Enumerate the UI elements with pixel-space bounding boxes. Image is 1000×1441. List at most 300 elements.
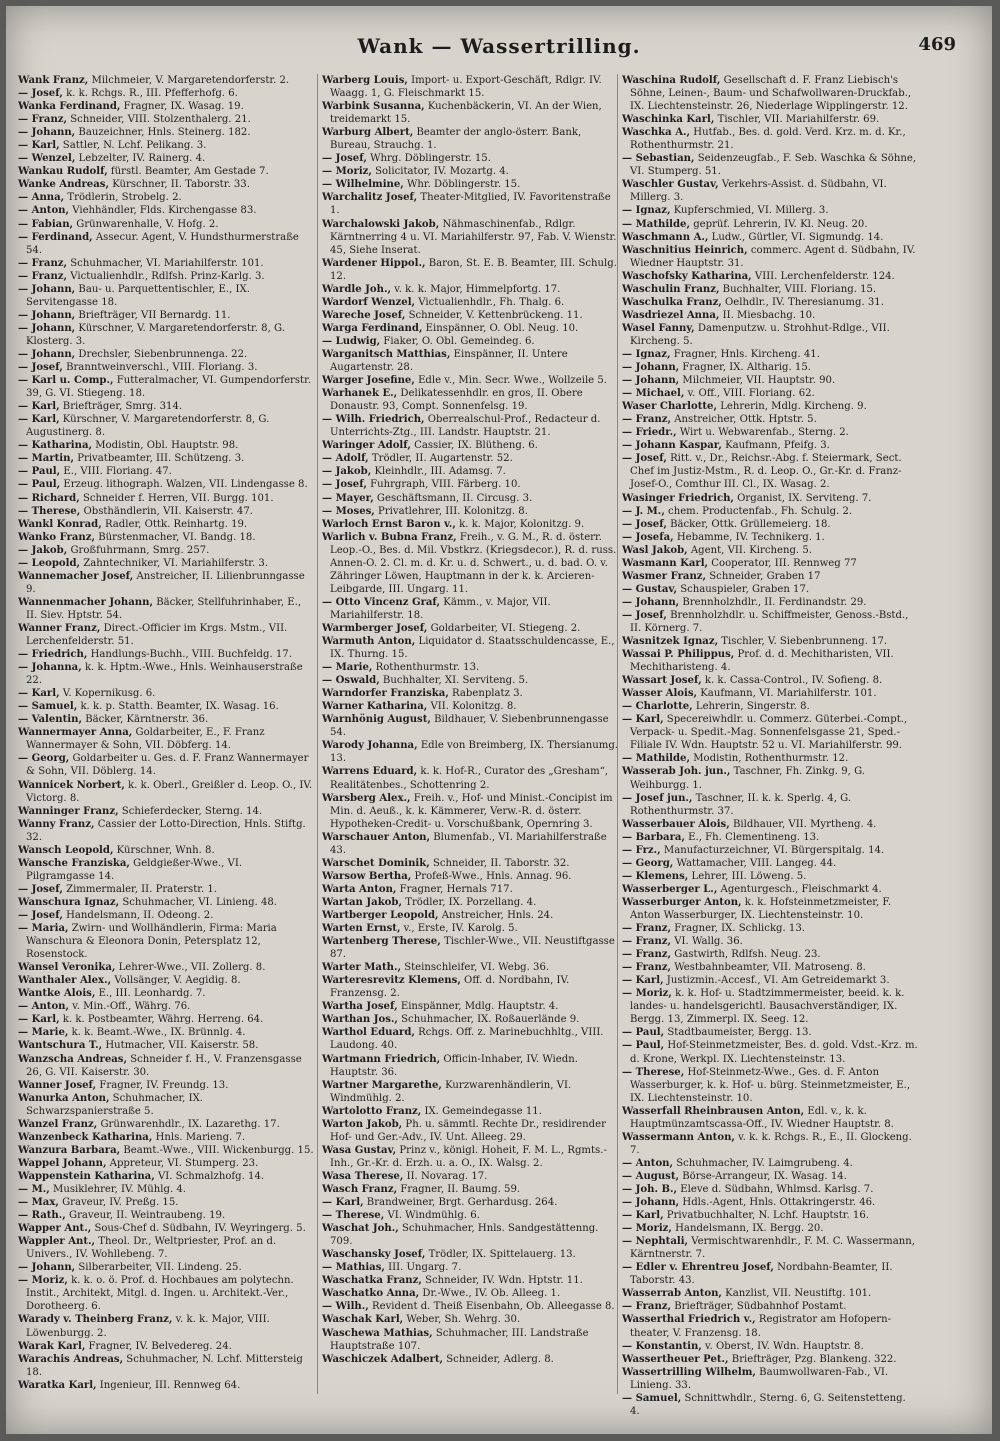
directory-column-right	[622, 74, 918, 1417]
entry-details: E., Fh. Clementineng. 13.	[684, 831, 820, 843]
entry-name: Wankl Konrad,	[18, 518, 102, 530]
entry-name: — Edler v. Ehrentreu Josef,	[622, 1262, 774, 1274]
entry-details: Fragner, Hnls. Kircheng. 41.	[670, 348, 820, 360]
entry-details: Ingenieur, III. Rennweg 64.	[96, 1379, 241, 1391]
entry-name: Waschansky Josef,	[322, 1249, 426, 1261]
entry-details: II. Novarag. 17.	[403, 1170, 488, 1182]
entry-name: Warbink Susanna,	[322, 101, 425, 113]
entry-name: Warschet Dominik,	[322, 857, 430, 869]
entry-details: Briefträger, Smrg. 314.	[59, 401, 183, 413]
entry-name: Wanka Ferdinand,	[18, 101, 121, 113]
entry-name: — Mathilde,	[622, 218, 690, 230]
directory-entry	[622, 700, 918, 713]
directory-entry	[18, 113, 314, 126]
entry-details: Direct.-Officier im Krgs. Mstm., VII. Lerchenfelderstr. 51.	[26, 622, 288, 648]
entry-details: Kürschner, Wnh. 8.	[113, 844, 215, 856]
entry-name: — Otto Vincenz Graf,	[322, 596, 441, 608]
directory-entry	[622, 713, 918, 752]
entry-details: Hof-Steinmetz-Wwe., Ges. d. F. Anton Wasserburger, k. k. Hof- u. bürg. Steinmetzmeister, E., IX. Liechtensteinstr. 10.	[630, 1066, 911, 1104]
directory-entry	[18, 348, 314, 361]
directory-entry	[18, 857, 314, 883]
entry-details: k. k. Hof- u. Stadtzimmermeister, beeid. k. k. landes- u. handelsgerichtl. Bausachverständiger, IX. Bergg. 13, Zimmerpl. IX. Seeg. 12.	[630, 988, 905, 1026]
entry-name: — Johann,	[18, 127, 76, 139]
directory-entry	[622, 1131, 918, 1157]
directory-entry	[622, 1366, 918, 1392]
directory-entry	[622, 570, 918, 583]
directory-entry	[622, 452, 918, 491]
directory-entry	[322, 309, 618, 322]
page-header	[6, 34, 992, 64]
directory-entry	[322, 296, 618, 309]
entry-details: Hebamme, IV. Technikerg. 1.	[673, 531, 825, 543]
entry-details: k. k. Hof-R., Curator des „Gresham“, Realitätenbes., Schottenring 2.	[330, 766, 609, 791]
entry-name: — Karl,	[322, 1197, 364, 1209]
entry-details: Lebzelter, IV. Rainerg. 4.	[75, 153, 206, 165]
directory-entry	[322, 1079, 618, 1105]
entry-name: Wanny Franz,	[18, 818, 95, 830]
entry-name: — Johann,	[18, 309, 76, 321]
entry-name: — Jakob,	[322, 466, 372, 478]
entry-details: Briefträger, Pzg. Blankeng. 322.	[728, 1353, 897, 1365]
directory-entry	[18, 270, 314, 283]
directory-entry	[622, 1392, 918, 1418]
entry-name: Wasserburger Anton,	[622, 896, 742, 908]
directory-entry	[622, 426, 918, 439]
entry-name: — August,	[622, 1170, 680, 1182]
entry-details: Ritt. v., Dr., Reichsr.-Abg. f. Steiermark, Sect. Chef im Justiz-Mstm., R. d. Leop. O., Gr.-Kr. d. Franz-Josef-O., Comthur III. Cl., IX. Wasag. 2.	[630, 453, 902, 491]
entry-name: Wansel Veronika,	[18, 962, 116, 974]
directory-entry	[322, 857, 618, 870]
entry-name: Warten Ernst,	[322, 923, 401, 935]
entry-name: Warton Jakob,	[322, 1118, 403, 1130]
entry-name: Wasserthal Friedrich v.,	[622, 1314, 756, 1326]
directory-entry	[18, 74, 314, 87]
entry-name: Warchalowski Jakob,	[322, 218, 440, 230]
entry-name: — Josef,	[322, 153, 367, 165]
directory-entry	[322, 1261, 618, 1274]
entry-name: — Josef,	[622, 518, 667, 530]
entry-details: Schuhmacher, IX. Schwarzspanierstraße 5.	[26, 1092, 203, 1117]
entry-details: Specereiwhdlr. u. Commerz. Güterbei.-Compt., Verpack- u. Spedit.-Mag. Sonnenfelsgasse 21, Sped.-Filiale IV. Wdn. Hauptstr. 52 u. VI. Mariahilferstr. 99.	[630, 714, 908, 752]
directory-entry	[18, 1274, 314, 1313]
entry-details: Silberarbeiter, VII. Lindeng. 25.	[75, 1262, 242, 1274]
entry-details: Weber, Sh. Wehrg. 30.	[403, 1314, 521, 1326]
entry-name: — Karl,	[622, 975, 664, 987]
entry-name: Wasser Alois,	[622, 688, 698, 700]
entry-name: Wank Franz,	[18, 75, 89, 86]
entry-details: Eleve d. Südbahn, Whlmsd. Karlsg. 7.	[677, 1183, 874, 1195]
directory-entry	[622, 635, 918, 648]
directory-entry	[322, 531, 618, 596]
directory-entry	[18, 231, 314, 257]
entry-name: Warnhönig August,	[322, 714, 431, 726]
entry-name: Wartberger Leopold,	[322, 910, 439, 921]
directory-entry	[622, 1183, 918, 1196]
directory-entry	[622, 1039, 918, 1065]
entry-details: Graveur, IV. Preßg. 15.	[58, 1197, 179, 1209]
entry-details: Schuhmacher, VI. Linieng. 48.	[119, 896, 278, 908]
entry-name: Warlich v. Bubna Franz,	[322, 531, 457, 543]
entry-name: Wappel Johann,	[18, 1157, 107, 1169]
directory-entry	[322, 387, 618, 413]
directory-entry	[322, 1000, 618, 1013]
entry-details: Edle von Breimberg, IX. Thersianumg. 13.	[330, 740, 618, 765]
directory-entry	[622, 596, 918, 609]
entry-name: Wartmann Friedrich,	[322, 1053, 441, 1065]
entry-name: Waschulka Franz,	[622, 296, 722, 308]
directory-entry	[622, 1222, 918, 1235]
entry-details: v., Erste, IV. Karolg. 5.	[400, 923, 518, 935]
entry-name: Wasnitzek Ignaz,	[622, 636, 719, 648]
directory-entry	[18, 152, 314, 165]
entry-details: Brennholzhdlr. u. Schiffmeister, Genoss.-Bstd., II. Körnerg. 7.	[630, 609, 909, 634]
entry-details: Theol. Dr., Weltpriester, Prof. an d. Univers., IV. Wohllebeng. 7.	[26, 1236, 277, 1261]
entry-details: Dr.-Wwe., IV. Ob. Alleeg. 1.	[419, 1288, 561, 1300]
entry-details: k. k. Oberl., Greißler d. Leop. O., IV. Victorg. 8.	[26, 779, 313, 804]
entry-details: Trödlerin, Strobelg. 2.	[64, 192, 182, 204]
directory-entry	[18, 465, 314, 478]
directory-entry	[18, 439, 314, 452]
entry-name: — Ignaz,	[622, 348, 671, 360]
directory-entry	[18, 1092, 314, 1118]
entry-details: Prinz v., königl. Hoheit, F. M. L., Rgmts.-Inh., Gr.-Kr. d. Erzh. u. a. O., IX. Walsg. 2.	[330, 1144, 607, 1169]
entry-details: Steinschleifer, VI. Webg. 36.	[400, 962, 550, 974]
entry-name: — Marie,	[322, 662, 373, 674]
entry-details: Beamt.-Wwe., VIII. Wickenburgg. 15.	[120, 1144, 314, 1156]
directory-entry	[18, 1222, 314, 1235]
entry-name: — Franz,	[622, 962, 672, 974]
entry-details: Officin-Inhaber, IV. Wiedn. Hauptstr. 36.	[330, 1053, 578, 1078]
directory-entry	[322, 596, 618, 622]
directory-entry	[18, 283, 314, 309]
entry-details: Sous-Chef d. Südbahn, IV. Weyringerg. 5.	[91, 1223, 306, 1235]
entry-details: Privatbeamter, III. Schützeng. 3.	[74, 453, 245, 465]
directory-entry	[622, 922, 918, 935]
directory-entry	[18, 87, 314, 100]
directory-entry	[622, 126, 918, 152]
entry-name: — Michael,	[622, 388, 685, 400]
entry-name: Warta Anton,	[322, 883, 397, 895]
directory-entry	[322, 622, 618, 635]
entry-name: — Karl u. Comp.,	[18, 375, 114, 387]
entry-details: VII. Kolonitzg. 8.	[427, 701, 517, 713]
entry-name: Wassermann Anton,	[622, 1131, 735, 1143]
entry-name: — Josef jun.,	[622, 792, 693, 804]
entry-name: — Karl,	[18, 401, 60, 413]
entry-details: k. k. Hptm.-Wwe., Hnls. Weinhauserstraße 22.	[26, 662, 303, 687]
entry-name: — Wilh.,	[322, 1301, 369, 1313]
entry-details: Bürstenmacher, VI. Bandg. 18.	[95, 531, 256, 543]
entry-name: Wardle Joh.,	[322, 283, 392, 295]
entry-name: — Johann,	[18, 348, 76, 360]
entry-name: — Gustav,	[622, 583, 678, 595]
entry-details: VI. Schmalzhofg. 14.	[154, 1170, 265, 1182]
directory-entry	[18, 218, 314, 231]
directory-entry	[18, 1209, 314, 1222]
directory-entry	[322, 739, 618, 765]
directory-entry	[18, 452, 314, 465]
directory-entry	[322, 1353, 618, 1366]
entry-name: Wassart Josef,	[622, 675, 702, 687]
entry-name: — Paul,	[622, 1027, 665, 1039]
directory-entry	[18, 713, 314, 726]
entry-name: — Josef,	[322, 479, 367, 491]
entry-name: — Franz,	[18, 270, 68, 282]
entry-details: Graveur, II. Weintraubeng. 19.	[65, 1210, 226, 1222]
entry-details: Bäcker, Stellfuhrinhaber, E., II. Siev. Hptstr. 54.	[26, 596, 302, 621]
entry-details: v. Oberst, IV. Wdn. Hauptstr. 8.	[701, 1340, 864, 1352]
entry-details: Schuhmacher, N. Lchf. Mittersteig 18.	[26, 1353, 303, 1378]
entry-name: Wasl Jakob,	[622, 544, 688, 556]
directory-entry	[18, 1053, 314, 1079]
entry-details: Lehrerin, Singerstr. 8.	[692, 701, 810, 713]
directory-entry	[622, 231, 918, 244]
directory-entry	[322, 152, 618, 165]
entry-name: Wartha Josef,	[322, 1001, 398, 1013]
entry-name: Wassai P. Philippus,	[622, 649, 735, 661]
directory-entry	[622, 687, 918, 700]
entry-details: Taschner, II. k. k. Sperlg. 4, G. Rothenthurmstr. 37.	[630, 792, 852, 817]
directory-entry	[322, 1144, 618, 1170]
entry-name: — Wilh. Friedrich,	[322, 414, 425, 426]
entry-name: Wansche Franziska,	[18, 857, 130, 869]
entry-name: Warga Ferdinand,	[322, 322, 423, 334]
entry-details: Kürschner, II. Taborstr. 33.	[108, 179, 250, 191]
directory-entry	[622, 818, 918, 831]
entry-name: Waschiczek Adalbert,	[322, 1353, 444, 1365]
directory-entry	[622, 1340, 918, 1353]
entry-details: k. k. o. ö. Prof. d. Hochbaues am polytechn. Instit., Architekt, Mitgl. d. Ingen. u. Architekt.-Ver., Dorotheerg. 6.	[26, 1275, 294, 1313]
directory-entry	[18, 178, 314, 191]
entry-details: Grünwarenhdlr., IX. Lazarethg. 17.	[97, 1118, 280, 1130]
entry-details: Briefträger, Südbahnhof Postamt.	[671, 1301, 847, 1313]
directory-entry	[18, 322, 314, 348]
entry-details: Hutfab., Bes. d. gold. Verd. Krz. m. d. Kr., Rothenthurmstr. 21.	[630, 127, 906, 152]
directory-entry	[322, 100, 618, 126]
entry-name: Waschnitius Heinrich,	[622, 244, 748, 256]
directory-entry	[18, 531, 314, 544]
entry-name: — Moriz,	[622, 988, 672, 1000]
entry-details: Lehrerin, Mdlg. Kircheng. 9.	[717, 401, 867, 413]
entry-name: Wanko Franz,	[18, 531, 96, 543]
entry-name: Warchalitz Josef,	[322, 192, 418, 204]
directory-entry	[322, 635, 618, 661]
directory-entry	[322, 765, 618, 791]
directory-entry	[622, 374, 918, 387]
entry-details: Milchmeier, VII. Hauptstr. 90.	[679, 375, 836, 387]
entry-name: Waschmann A.,	[622, 231, 709, 243]
entry-details: k. k. Postbeamter, Währg. Herreng. 64.	[59, 1014, 264, 1026]
entry-name: Warhanek E.,	[322, 388, 398, 400]
directory-entry	[18, 752, 314, 778]
entry-name: — Valentin,	[18, 714, 82, 726]
entry-details: Solicitator, IV. Mozartg. 4.	[371, 166, 509, 178]
entry-name: Wanzel Franz,	[18, 1118, 98, 1130]
entry-name: Wartan Jakob,	[322, 896, 402, 908]
directory-entry	[622, 935, 918, 948]
entry-name: — Anton,	[622, 1157, 674, 1169]
entry-name: Wanninger Franz,	[18, 805, 119, 817]
entry-name: Wardorf Wenzel,	[322, 296, 416, 308]
entry-name: — Franz,	[18, 114, 68, 126]
entry-details: Freih. v., Hof- und Minist.-Concipist im Min. d. Aeuß., k. k. Kämmerer, Verw.-R. d. österr. Hypotheken-Credit- u. Vorschußbank, Opernring 3.	[330, 792, 613, 830]
entry-name: — Friedrich,	[18, 649, 88, 661]
entry-details: Kuchenbäckerin, VI. An der Wien, treidemarkt 15.	[330, 101, 602, 126]
entry-name: — Johann,	[622, 1197, 680, 1209]
entry-name: — Franz,	[622, 923, 672, 935]
entry-details: Schuhmacher, III. Landstraße Hauptstraße 107.	[330, 1327, 589, 1352]
entry-details: Goldarbeiter u. Ges. d. F. Franz Wannermayer & Sohn, VII. Döblerg. 14.	[26, 753, 309, 778]
entry-name: Wasmann Karl,	[622, 557, 709, 569]
directory-entry	[322, 465, 618, 478]
entry-details: Bildhauer, V. Siebenbrunnengasse 54.	[330, 714, 609, 739]
directory-entry	[322, 1209, 618, 1222]
directory-entry	[322, 896, 618, 909]
entry-name: — Nephtali,	[622, 1236, 689, 1248]
entry-details: Schuhmacher, Hnls. Sandgestättenng. 709.	[330, 1223, 599, 1248]
directory-entry	[18, 204, 314, 217]
entry-name: Warady v. Theinberg Franz,	[18, 1314, 173, 1326]
directory-entry	[622, 178, 918, 204]
entry-details: III. Ungarg. 7.	[384, 1262, 462, 1274]
entry-name: — Johann Kaspar,	[622, 440, 722, 452]
entry-details: Handlungs-Buchh., VIII. Buchfeldg. 17.	[87, 649, 292, 661]
entry-name: — Josefa,	[622, 531, 674, 543]
entry-details: Einspänner, O. Obl. Neug. 10.	[422, 322, 579, 334]
entry-details: IX. Gemeindegasse 11.	[421, 1105, 542, 1117]
entry-name: — Franz,	[622, 949, 672, 961]
directory-entry	[18, 478, 314, 491]
entry-details: Edl. v., k. k. Hauptmünzamtscassa-Off., IV. Wiedner Hauptstr. 8.	[630, 1105, 894, 1130]
directory-entry	[18, 361, 314, 374]
entry-name: Waschka A.,	[622, 127, 691, 139]
directory-entry	[18, 1118, 314, 1131]
directory-entry	[622, 1235, 918, 1261]
entry-details: Baron, St. E. B. Beamter, III. Schulg. 12.	[330, 257, 617, 282]
directory-entry	[322, 335, 618, 348]
entry-name: Waschofsky Katharina,	[622, 270, 752, 282]
entry-name: Waschewa Mathias,	[322, 1327, 433, 1339]
entry-name: Warthol Eduard,	[322, 1027, 415, 1039]
directory-entry	[622, 204, 918, 217]
directory-entry	[18, 1157, 314, 1170]
directory-entry	[622, 244, 918, 270]
entry-details: Cassier, IX. Blütheng. 6.	[410, 440, 538, 452]
entry-details: Rchgs. Off. z. Marinebuchhltg., VIII. Laudong. 40.	[330, 1027, 604, 1052]
entry-details: v. k. k. Major, Himmelpfortg. 17.	[391, 283, 561, 295]
entry-details: Kaufmann, Pfeifg. 3.	[721, 440, 830, 452]
entry-name: — Richard,	[18, 492, 80, 504]
directory-entry	[18, 1039, 314, 1052]
directory-entry	[622, 674, 918, 687]
entry-details: Beamter der anglo-österr. Bank, Bureau, Strauchg. 1.	[330, 127, 582, 152]
entry-name: — Anton,	[18, 1001, 70, 1013]
entry-name: — Mathilde,	[622, 753, 690, 765]
directory-entry	[18, 1379, 314, 1392]
entry-details: Bäcker, Kärntnerstr. 36.	[82, 714, 209, 726]
entry-name: Warsberg Alex.,	[322, 792, 411, 804]
entry-details: fürstl. Beamter, Am Gestade 7.	[107, 166, 269, 178]
entry-name: Waschat Joh.,	[322, 1223, 399, 1235]
entry-name: Wantschura T.,	[18, 1040, 103, 1052]
entry-name: Waschina Rudolf,	[622, 75, 721, 86]
entry-name: Warloch Ernst Baron v.,	[322, 518, 456, 530]
entry-name: Waschler Gustav,	[622, 179, 719, 191]
entry-details: Anstreicher, II. Lilienbrunngasse 9.	[26, 570, 305, 595]
directory-entry	[18, 1000, 314, 1013]
entry-details: Privatlehrer, III. Kolonitzg. 8.	[374, 505, 528, 517]
entry-name: Wantke Alois,	[18, 988, 96, 1000]
entry-name: — Josef,	[622, 453, 667, 465]
entry-details: Taschner, Fh. Zinkg. 9, G. Weihburgg. 1.	[630, 766, 865, 791]
directory-entry	[18, 1196, 314, 1209]
entry-details: Obsthändlerin, VII. Kaiserstr. 47.	[80, 505, 253, 517]
entry-name: Warndorfer Franziska,	[322, 688, 449, 700]
entry-name: — Georg,	[18, 753, 70, 765]
entry-details: Goldarbeiter, VI. Stiegeng. 2.	[427, 622, 581, 634]
entry-name: Wasserab Joh. jun.,	[622, 766, 731, 778]
entry-details: Lehrer-Wwe., VII. Zollerg. 8.	[115, 962, 266, 974]
entry-details: k. k. Rchgs. R., III. Pfefferhofg. 6.	[62, 88, 238, 100]
entry-details: Milchmeier, V. Margaretendorferstr. 2.	[88, 75, 290, 86]
directory-entry	[18, 1144, 314, 1157]
entry-name: Warschauer Anton,	[322, 831, 431, 843]
entry-details: Schneider, IV. Wdn. Hptstr. 11.	[421, 1275, 583, 1287]
entry-details: Wattamacher, VIII. Langeg. 44.	[673, 857, 837, 869]
entry-name: — J. M.,	[622, 505, 665, 517]
entry-details: Damenputzw. u. Strohhut-Rdlge., VII. Kircheng. 5.	[630, 322, 890, 347]
entry-name: — Franz,	[18, 257, 68, 269]
entry-details: Fiaker, O. Obl. Gemeindeg. 6.	[380, 335, 535, 347]
entry-details: Schuhmacher, IX. Roßauerlände 9.	[397, 1014, 580, 1026]
entry-name: Warganitsch Matthias,	[322, 348, 451, 360]
entry-details: Oelhdlr., IV. Theresianumg. 31.	[721, 296, 884, 308]
entry-details: Grünwarenhalle, V. Hofg. 2.	[73, 218, 219, 230]
entry-details: Edle v., Min. Secr. Wwe., Wollzeile 5.	[414, 375, 607, 387]
directory-entry	[622, 1026, 918, 1039]
entry-name: Wartolotto Franz,	[322, 1105, 422, 1117]
entry-name: — Mayer,	[322, 492, 374, 504]
entry-details: Fragner, Hernals 717.	[396, 883, 513, 895]
entry-details: Kupferschmied, VI. Millerg. 3.	[670, 205, 829, 217]
directory-entry	[622, 518, 918, 531]
entry-details: Handelsmann, IX. Bergg. 20.	[671, 1223, 824, 1235]
entry-name: — Paul,	[18, 466, 61, 478]
entry-details: Hdls.-Agent, Hnls. Ottakringerstr. 46.	[679, 1197, 876, 1209]
entry-name: — Paul,	[18, 479, 61, 491]
entry-details: Fragner, IX. Altharig. 15.	[679, 362, 811, 374]
directory-column-left	[18, 74, 314, 1394]
entry-details: Brennholzhdlr., II. Ferdinandstr. 29.	[679, 596, 867, 608]
entry-details: Justizmin.-Accesf., VI. Am Getreidemarkt 3.	[663, 975, 890, 987]
directory-entry	[322, 883, 618, 896]
entry-details: Trödler, II. Augartenstr. 52.	[368, 453, 513, 465]
directory-entry	[18, 191, 314, 204]
entry-name: Wasch Franz,	[322, 1183, 398, 1195]
entry-name: — Katharina,	[18, 440, 93, 452]
entry-details: Seidenzeugfab., F. Seb. Waschka & Söhne, VI. Stumperg. 51.	[630, 153, 917, 178]
entry-details: Prof. d. d. Mechitharisten, VII. Mechitharisteng. 4.	[630, 649, 894, 674]
entry-details: Brandweiner, Brgt. Gerhardusg. 264.	[363, 1197, 558, 1209]
directory-entry	[18, 648, 314, 661]
directory-entry	[322, 1013, 618, 1026]
directory-entry	[322, 1300, 618, 1313]
entry-details: Erzeug. lithograph. Walzen, VII. Lindengasse 8.	[60, 479, 308, 491]
entry-details: commerc. Agent d. Südbahn, IV. Wiedner Hauptstr. 31.	[630, 244, 916, 269]
directory-entry	[18, 805, 314, 818]
directory-entry	[322, 1327, 618, 1353]
entry-details: Kaufmann, VI. Mariahilferstr. 101.	[697, 688, 877, 700]
